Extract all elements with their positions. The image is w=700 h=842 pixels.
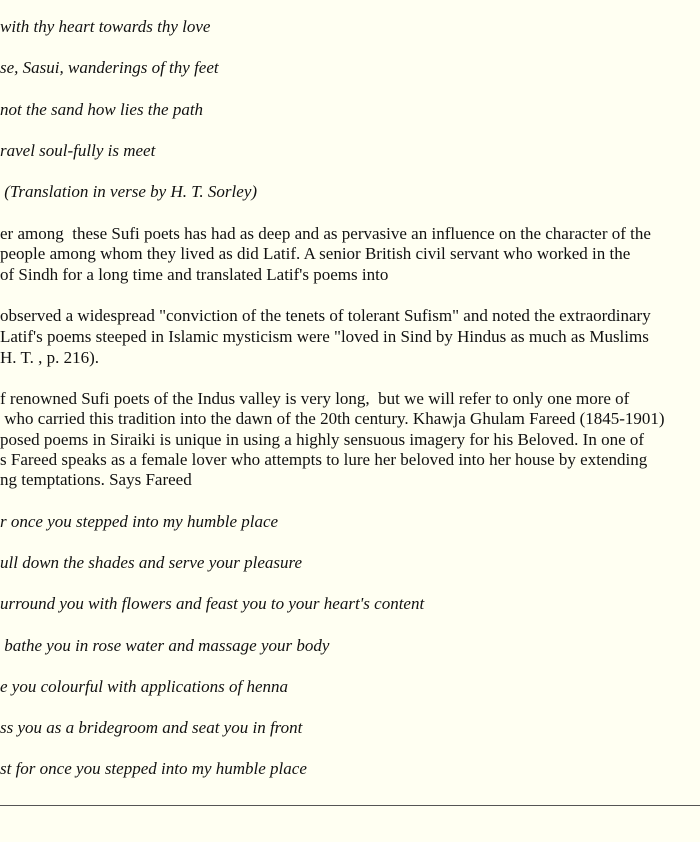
verse-line: se, Sasui, wanderings of thy feet xyxy=(0,58,219,77)
verse-line: ull down the shades and serve your pleasure xyxy=(0,553,303,572)
verse-line: bathe you in rose water and massage your body xyxy=(0,636,330,655)
verse-line: ss you as a bridegroom and seat you in front xyxy=(0,718,303,737)
verse-line: ravel soul-fully is meet xyxy=(0,141,156,160)
paragraph-line: s Fareed speaks as a female lover who attempts to lure her beloved into her house by extending xyxy=(0,450,648,469)
verse-line: with thy heart towards thy love xyxy=(0,17,211,36)
verse-line: urround you with flowers and feast you to your heart's content xyxy=(0,594,425,613)
paragraph-line: H. T. , p. 216). xyxy=(0,348,100,367)
paragraph-line: people among whom they lived as did Latif. A senior British civil servant who worked in the xyxy=(0,244,631,263)
paragraph-line: Latif's poems steeped in Islamic mysticism were "loved in Sind by Hindus as much as Muslims xyxy=(0,327,649,346)
verse-line: not the sand how lies the path xyxy=(0,100,204,119)
paragraph-line: of Sindh for a long time and translated Latif's poems into xyxy=(0,265,389,284)
paragraph-line: f renowned Sufi poets of the Indus valley is very long, but we will refer to only one more of xyxy=(0,389,630,408)
verse-line: st for once you stepped into my humble place xyxy=(0,759,307,778)
horizontal-rule xyxy=(0,805,700,806)
verse-translation-credit: (Translation in verse by H. T. Sorley) xyxy=(0,182,258,201)
paragraph-line: observed a widespread "conviction of the tenets of tolerant Sufism" and noted the extraordinary xyxy=(0,306,651,325)
verse-line: e you colourful with applications of henna xyxy=(0,677,289,696)
paragraph-line: posed poems in Siraiki is unique in using a highly sensuous imagery for his Beloved. In one of xyxy=(0,430,645,449)
paragraph-line: ng temptations. Says Fareed xyxy=(0,470,192,489)
verse-line: r once you stepped into my humble place xyxy=(0,512,279,531)
paragraph-line: who carried this tradition into the dawn of the 20th century. Khawja Ghulam Fareed (1845-1901) xyxy=(0,409,665,428)
paragraph-line: er among these Sufi poets has had as deep and as pervasive an influence on the character of the xyxy=(0,224,651,243)
